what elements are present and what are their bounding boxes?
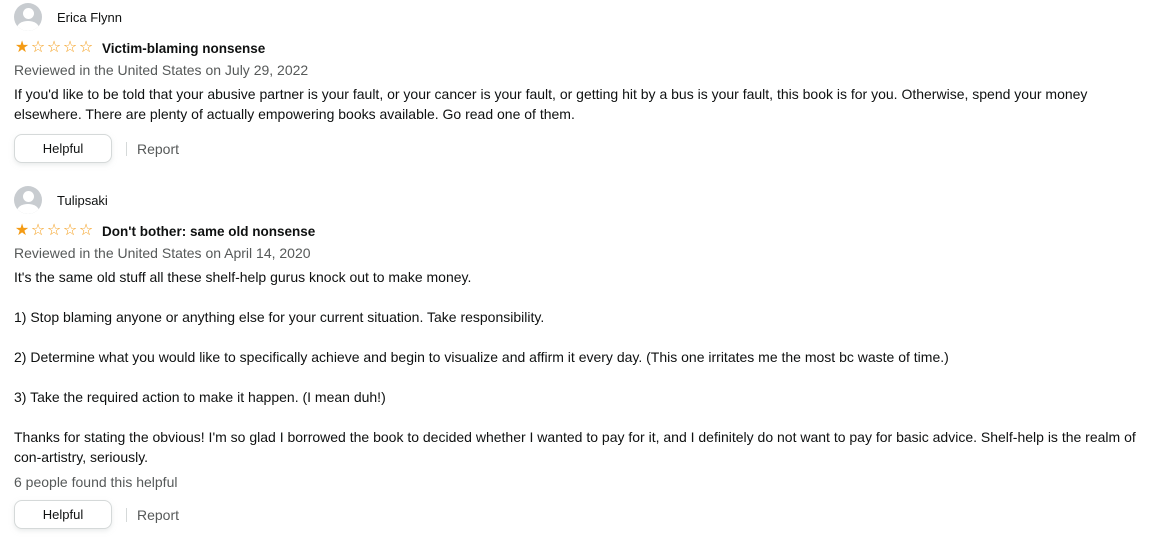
star-filled-icon: ★ xyxy=(14,39,30,56)
star-outline-icon: ☆ xyxy=(78,222,94,239)
review-paragraph: It's the same old stuff all these shelf-help gurus knock out to make money. xyxy=(14,269,472,285)
star-outline-icon: ☆ xyxy=(62,222,78,239)
reviewer-name[interactable]: Tulipsaki xyxy=(57,192,108,208)
review-body xyxy=(14,267,1150,467)
review-paragraph: If you'd like to be told that your abusive partner is your fault, or your cancer is your fault, or getting hit by a bus is your fault, this book is for you. Otherwise, spend your money elsewhere. There are plenty of actually empowering books available. Go read one of them. xyxy=(14,86,1088,122)
star-outline-icon: ☆ xyxy=(78,39,94,56)
report-link[interactable]: Report xyxy=(137,140,180,157)
star-outline-icon: ☆ xyxy=(30,222,46,239)
divider xyxy=(126,142,127,156)
helpful-button[interactable]: Helpful xyxy=(14,500,112,529)
review-actions xyxy=(14,499,1150,530)
review-paragraph-spacer xyxy=(14,407,1150,427)
avatar-icon xyxy=(14,3,42,31)
avatar-icon xyxy=(14,186,42,214)
reviewer-profile[interactable] xyxy=(14,186,1150,214)
star-rating[interactable] xyxy=(14,40,96,56)
report-link[interactable]: Report xyxy=(137,506,180,523)
review-card xyxy=(14,3,1150,164)
review-paragraph-spacer xyxy=(14,367,1150,387)
review-paragraph: Thanks for stating the obvious! I'm so glad I borrowed the book to decided whether I wanted to pay for it, and I definitely do not want to pay for basic advice. Shelf-help is the realm of con-artistry, seriously. xyxy=(14,429,1136,465)
star-filled-icon: ★ xyxy=(14,222,30,239)
review-date: Reviewed in the United States on July 29, 2022 xyxy=(14,62,309,78)
star-outline-icon: ☆ xyxy=(46,39,62,56)
helpful-count: 6 people found this helpful xyxy=(14,474,178,490)
star-outline-icon: ☆ xyxy=(62,39,78,56)
review-title[interactable]: Don't bother: same old nonsense xyxy=(102,223,316,239)
star-outline-icon: ☆ xyxy=(46,222,62,239)
review-paragraph-spacer xyxy=(14,327,1150,347)
review-date: Reviewed in the United States on April 14, 2020 xyxy=(14,245,311,261)
review-paragraph-spacer xyxy=(14,287,1150,307)
review-title[interactable]: Victim-blaming nonsense xyxy=(102,40,266,56)
divider xyxy=(126,508,127,522)
review-paragraph: 1) Stop blaming anyone or anything else for your current situation. Take responsibility. xyxy=(14,309,545,325)
review-actions xyxy=(14,133,1150,164)
review-body xyxy=(14,84,1150,124)
star-outline-icon: ☆ xyxy=(30,39,46,56)
star-rating[interactable] xyxy=(14,223,96,239)
review-card xyxy=(14,186,1150,530)
reviewer-name[interactable]: Erica Flynn xyxy=(57,9,123,25)
reviewer-profile[interactable] xyxy=(14,3,1150,31)
review-paragraph: 3) Take the required action to make it happen. (I mean duh!) xyxy=(14,389,386,405)
helpful-button[interactable]: Helpful xyxy=(14,134,112,163)
review-paragraph: 2) Determine what you would like to specifically achieve and begin to visualize and affirm it every day. (This one irritates me the most bc waste of time.) xyxy=(14,349,949,365)
